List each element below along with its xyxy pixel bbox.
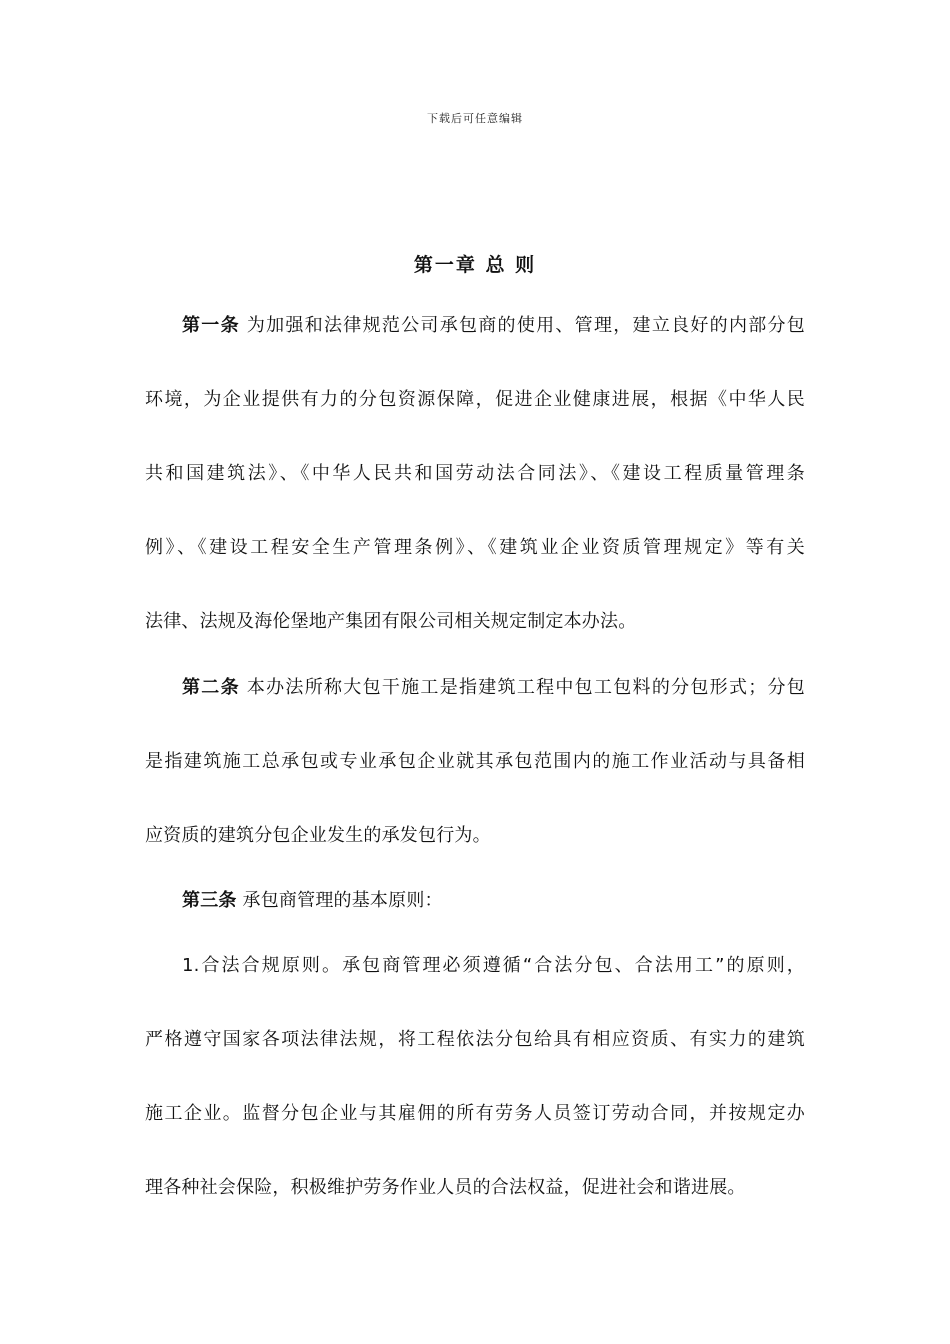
article-1-line-3: 共和国建筑法》、《中华人民共和国劳动法合同法》、《建设工程质量管理条 — [145, 463, 805, 484]
chapter-title: 第一章 总 则 — [413, 254, 537, 276]
article-2-line-2: 是指建筑施工总承包或专业承包企业就其承包范围内的施工作业活动与具备相 — [145, 751, 805, 772]
article-3-label: 第三条 — [182, 890, 237, 911]
article-2-line-3: 应资质的建筑分包企业发生的承发包行为。 — [145, 825, 491, 846]
article-3-line-1 — [182, 888, 805, 914]
article-3-text: 承包商管理的基本原则： — [236, 890, 443, 911]
page-header-note: 下载后可任意编辑 — [427, 112, 523, 125]
article-1-line-2: 环境，为企业提供有力的分包资源保障，促进企业健康进展，根据《中华人民 — [145, 389, 805, 410]
article-1-line-5: 法律、法规及海伦堡地产集团有限公司相关规定制定本办法。 — [145, 611, 637, 632]
principle-1-line-1: 1.合法合规原则。承包商管理必须遵循“合法分包、合法用工”的原则， — [182, 955, 805, 976]
article-2-text: 本办法所称大包干施工是指建筑工程中包工包料的分包形式；分包 — [239, 677, 805, 698]
principle-1-line-3: 施工企业。监督分包企业与其雇佣的所有劳务人员签订劳动合同，并按规定办 — [145, 1103, 805, 1124]
article-1-line-4: 例》、《建设工程安全生产管理条例》、《建筑业企业资质管理规定》等有关 — [145, 537, 805, 558]
article-1-line-1 — [182, 313, 805, 339]
principle-1-line-2: 严格遵守国家各项法律法规，将工程依法分包给具有相应资质、有实力的建筑 — [145, 1029, 805, 1050]
principle-1-line-4: 理各种社会保险，积极维护劳务作业人员的合法权益，促进社会和谐进展。 — [145, 1177, 746, 1198]
article-1-text: 为加强和法律规范公司承包商的使用、管理，建立良好的内部分包 — [239, 315, 805, 336]
article-2-line-1 — [182, 675, 805, 701]
article-1-label: 第一条 — [182, 315, 240, 336]
article-2-label: 第二条 — [182, 677, 240, 698]
